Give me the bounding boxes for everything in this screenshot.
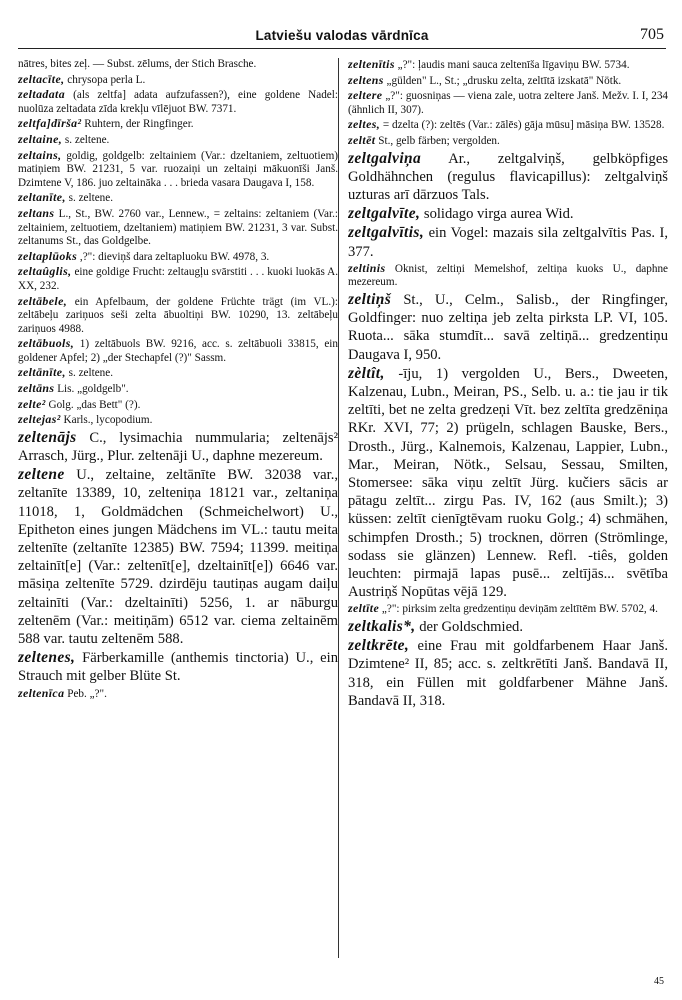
entry-headword: zeltaine,	[18, 131, 63, 146]
entry-headword: zeltgalviņa	[348, 149, 422, 167]
entry-headword: zeltenīca	[18, 685, 65, 700]
entry-text: = dzelta (?): zeltēs (Var.: zālēs) gāja mūsu] māsiņa BW. 13528.	[382, 119, 665, 132]
entry-text: solidago virga aurea Wid.	[423, 206, 574, 223]
left-column	[18, 58, 338, 958]
dictionary-entry	[348, 262, 668, 290]
entry-text: St., U., Celm., Salisb., der Ringfinger, Goldfinger: nuo zeltiņa jeb zelta pirksta LP. VI, 105. Ruota... sāka stumdīt... savā zeltiņā... gredzentiņu Daugava I, 950.	[348, 291, 668, 363]
dictionary-entry	[18, 250, 338, 265]
dictionary-entry	[348, 150, 668, 205]
entry-text: St., gelb färben; vergolden.	[378, 134, 500, 147]
entry-headword: zeltkalis*,	[348, 618, 416, 636]
entry-headword: zeltene	[18, 466, 65, 484]
running-title: Latviešu valodas vārdnīca	[255, 28, 429, 43]
dictionary-entry	[348, 134, 668, 149]
dictionary-entry	[18, 265, 338, 293]
entry-headword: zeltanīte,	[18, 190, 66, 205]
entry-headword: zelte²	[18, 396, 46, 411]
dictionary-entry	[18, 398, 338, 413]
dictionary-entry	[348, 224, 668, 260]
entry-headword: zeltere	[348, 88, 383, 103]
entry-headword: zeltenājs	[18, 428, 77, 446]
entry-headword: zèltît,	[348, 364, 385, 382]
entry-text: eine goldige Frucht: zeltaugļu svārstiti . . . kuoki luokās A. XX, 232.	[18, 266, 338, 292]
entry-text: „?": guosniņas — viena zale, uotra zeltere Janš. Mežv. I. I, 234 (ähnlich II, 307).	[348, 90, 668, 116]
entry-text: „?": ļaudis mani sauca zeltenīša līgaviņu BW. 5734.	[397, 59, 630, 71]
entry-text: Färberkamille (anthemis tinctoria) U., ein Strauch mit gelber Blüte St.	[18, 650, 338, 685]
entry-headword: zeltgalvīte,	[348, 205, 421, 223]
entry-text: nātres, bites zeļ. — Subst. zēlums, der Stich Brasche.	[18, 58, 257, 70]
entry-text: Lis. „goldgelb".	[57, 383, 129, 396]
entry-headword: zeltenes,	[18, 649, 76, 667]
dictionary-entry	[18, 191, 338, 206]
dictionary-entry	[18, 466, 338, 648]
entry-text: Peb. „?".	[67, 687, 107, 700]
entry-text: L., St., BW. 2760 var., Lennew., = zeltains: zeltaniem (Var.: zeltainiem, zeltuotiem, dzeltaniem) matiņiem BW. 21231, 3 var. Subst. zeltanums St., das Goldgelbe.	[18, 207, 338, 248]
entry-headword: zeltkrēte,	[348, 637, 410, 655]
entry-headword: zeltiņš	[348, 290, 392, 308]
column-divider	[338, 58, 339, 958]
dictionary-entry	[348, 205, 668, 223]
dictionary-entry	[18, 429, 338, 465]
entry-text: Golg. „das Bett" (?).	[48, 398, 141, 411]
dictionary-entry	[18, 133, 338, 148]
entry-text: -īju, 1) vergolden U., Bers., Dweeten, Kalzenau, Lubn., Meiran, PS., Selb. u. a.: tie jau ir tik zeltīti, bet ne zelta gredzeņi Vīt. bez zeltīta gredzēniņa RKr. XVI, 77; 2) prügeln, schlagen Bauske, Bers., Drosth., Jürg., Kalnemois, Kalzenau, Lappier, Lubn., Mar., Meiran, Nötk., Selsau, Sessau, Smilten, Stomersee: sāka viņu zeltīt Jürg. kučiers sācis ar pātagu zeltīt... zirgu Pas. IV, 162 (aus Smilt.); 3) küssen: zeltīt cienīgtēvam ruoku Golg.; 4) schmähen, schimpfen Drosth.; 5) trocknen, dörren (Strömlinge, sodass sie glänzen) Lennew. Refl. -tiês, golden leuchten: pirmajā lapas pusē... zeltījās... svētība Austriņš Nopūtas vējā 129.	[348, 365, 668, 601]
entry-text: goldig, goldgelb: zeltainiem (Var.: dzeltaniem, zeltuotiem) matiņiem BW. 21231, 5 var. ruozaiņi un zeltaiņi mākuonīši Janš. Dzimtene V, 186. juo zeltaināka . . . brieda vasara Daugava I, 158.	[18, 149, 338, 189]
entry-headword: zeltens	[348, 72, 384, 87]
entry-headword: zeltābuols,	[18, 336, 75, 351]
dictionary-entry	[348, 58, 668, 73]
dictionary-entry	[18, 687, 338, 702]
entry-text: s. zeltene.	[64, 133, 110, 146]
entry-text: „?": pirksim zelta gredzentiņu deviņām zeltītēm BW. 5702, 4.	[381, 603, 658, 616]
entry-headword: zeltāns	[18, 381, 55, 396]
entry-text: 1) zeltābuols BW. 9216, acc. s. zeltābuoli 33815, ein goldener Apfel; 2) „der Stechapfel (?)" Sassm.	[18, 338, 338, 364]
dictionary-entry	[18, 149, 338, 191]
dictionary-entry	[18, 382, 338, 397]
entry-text: U., zeltaine, zeltānīte BW. 32038 var., zeltanīte 13389, 10, zelteniņa 18121 var., zeltaniņa 11018, 1, Goldmädchen (Schmeichelwort) U., Epitheton eines jungen Mädchens im VL.: tautu meita zeltenīte (zeltanīte 12385) BW. 7594; 11399. meitiņa zeltainīt[e] (Var.: zeltenīt[e], dzeltainīt[e]) 6646 var. māsiņa zeltenīte 5729. dzirdēju tautiņas augam daiļu zeltainīti (Var.: dzeltainīti) 5256, 1. ar nāburgu zeltenēm (Var.: meitiņām) 6512 var. ciema zeltainēm 588 var. tautu zeltenēm 588.	[18, 467, 338, 648]
entry-text: „gülden" L., St.; „drusku zelta, zeltītā izskatā" Nötk.	[386, 74, 622, 87]
entry-headword: zeltacīte,	[18, 71, 65, 86]
entry-text: s. zeltene.	[68, 192, 114, 205]
entry-headword: zeltānīte,	[18, 365, 66, 380]
entry-text: Karls., lycopodium.	[63, 414, 153, 427]
dictionary-entry	[348, 118, 668, 133]
entry-headword: zeltenītis	[348, 58, 395, 71]
entry-text: chrysopa perla L.	[67, 73, 146, 86]
dictionary-entry	[348, 637, 668, 710]
dictionary-entry	[348, 618, 668, 636]
entry-text: Oknist, zeltiņi Memelshof, zeltiņa kuoks U., daphne mezereum.	[348, 262, 668, 289]
entry-text: Ruhtern, der Ringfinger.	[84, 118, 194, 131]
entry-headword: zeltīte	[348, 601, 380, 616]
dictionary-entry	[18, 366, 338, 381]
dictionary-entry	[18, 295, 338, 337]
entry-text: C., lysimachia nummularia; zeltenājs² Arrasch, Jürg., Plur. zeltenāji U., daphne mezereum.	[18, 429, 338, 465]
entry-headword: zeltejas²	[18, 412, 61, 427]
entry-text: Ar., zeltgalviņš, gelbköpfiges Goldhähnchen (regulus flavicapillus): zeltgalviņš uzturas arī dārzuos Tals.	[348, 150, 668, 203]
dictionary-entry	[18, 207, 338, 249]
entry-headword: zeltadata	[18, 87, 66, 102]
dictionary-entry	[18, 58, 338, 72]
entry-headword: zeltgalvītis,	[348, 224, 425, 242]
entry-headword: zeltains,	[18, 147, 62, 162]
dictionary-entry	[348, 291, 668, 364]
entry-text: ,?": dieviņš dara zeltapluoku BW. 4978, 3.	[79, 250, 270, 263]
dictionary-entry	[348, 602, 668, 617]
dictionary-entry	[348, 74, 668, 89]
signature-number: 45	[654, 976, 664, 987]
page-header	[18, 26, 666, 49]
dictionary-entry	[18, 88, 338, 116]
dictionary-entry	[18, 117, 338, 132]
entry-headword: zeltēt	[348, 132, 376, 147]
entry-text: ein Apfelbaum, der goldene Früchte trägt (im VL.): zeltābeļu zariņuos seši zelta ābuoltiņi BW. 10290, 13. zeltābeļu zariņuos 4988.	[18, 295, 338, 335]
dictionary-entry	[348, 89, 668, 117]
dictionary-entry	[18, 73, 338, 88]
entry-text: s. zeltene.	[68, 367, 114, 380]
page-number: 705	[640, 26, 664, 43]
right-column	[348, 58, 668, 958]
dictionary-entry	[18, 337, 338, 365]
entry-headword: zeltans	[18, 205, 55, 220]
entry-headword: zeltfa]dīrša²	[18, 116, 82, 131]
entry-text: ein Vogel: mazais sila zeltgalvītis Pas. I, 377.	[348, 225, 668, 260]
entry-headword: zeltaûglis,	[18, 264, 72, 279]
entry-headword: zeltaplūoks	[18, 248, 78, 263]
entry-text: eine Frau mit goldfarbenem Haar Janš. Dzimtene² II, 85; acc. s. zeltkrētīti Janš. Bandavā II, 318, ein Füllen mit goldfarbener Mähne Janš. Bandavā II, 318.	[348, 638, 668, 709]
dictionary-entry	[18, 649, 338, 685]
entry-headword: zeltinis	[348, 260, 386, 275]
dictionary-entry	[18, 413, 338, 428]
entry-text: (als zeltfa] adata aufzufassen?), eine goldene Nadel: nuolūza zeltadata zīda krekļu vīlējuot BW. 7371.	[18, 89, 338, 115]
entry-text: der Goldschmied.	[419, 619, 523, 636]
dictionary-entry	[348, 365, 668, 602]
entry-headword: zeltes,	[348, 117, 381, 132]
entry-headword: zeltābele,	[18, 293, 68, 308]
